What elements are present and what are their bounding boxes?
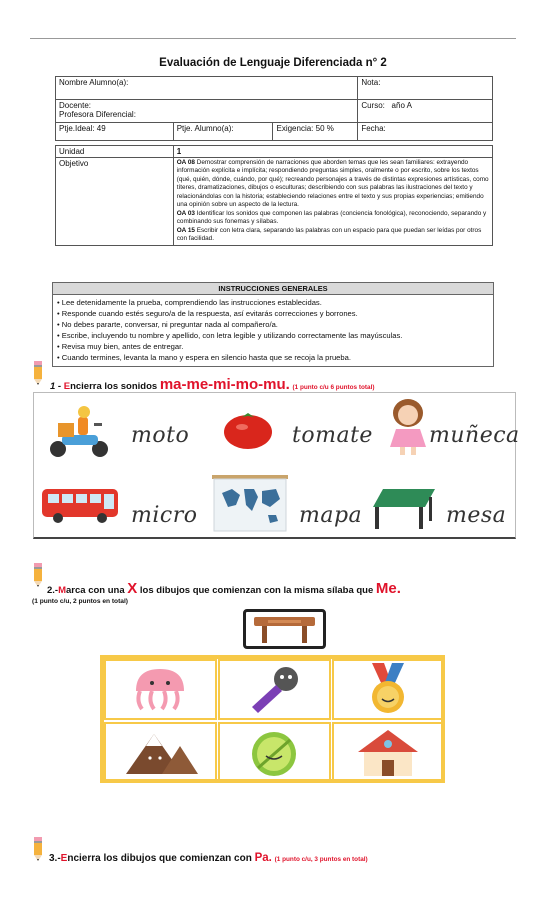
instructions-header: INSTRUCCIONES GENERALES	[53, 283, 493, 295]
q1-text: ncierra los sonidos	[70, 381, 160, 392]
unit-value: 1	[173, 146, 492, 158]
top-rule	[30, 38, 516, 39]
ideal-score-cell: Ptje.Ideal: 49	[56, 123, 174, 141]
word-mesa[interactable]: mesa	[446, 503, 507, 528]
pencil-icon	[31, 360, 45, 386]
q1-number: 1 -	[50, 381, 64, 392]
tomato-picture[interactable]	[220, 407, 276, 451]
course-value: año A	[391, 101, 413, 110]
mountain-picture	[106, 724, 215, 781]
medal-picture	[334, 661, 443, 718]
microphone-picture	[220, 661, 329, 718]
q3-points: (1 punto c/u, 3 puntos en total)	[274, 856, 368, 863]
oa03-code: OA 03	[176, 209, 195, 217]
question-2	[47, 580, 401, 597]
instruction-item: • No debes pararte, conversar, ni preguntar nada al compañero/a.	[57, 319, 489, 330]
instructions-list	[53, 295, 493, 366]
melon-picture	[220, 724, 329, 781]
course-label: Curso:	[361, 101, 385, 110]
word-micro[interactable]: micro	[131, 503, 198, 528]
grade-cell[interactable]: Nota:	[358, 77, 493, 100]
jellyfish-picture	[106, 661, 215, 718]
oa08-code: OA 08	[176, 159, 195, 166]
page-title: Evaluación de Lenguaje Diferenciada n° 2	[159, 57, 387, 69]
instruction-item: • Lee detenidamente la prueba, comprendiendo las instrucciones establecidas.	[57, 297, 489, 308]
instructions-box	[52, 282, 494, 367]
student-score-cell[interactable]: Ptje. Alumno(a):	[173, 123, 273, 141]
word-tomate[interactable]: tomate	[292, 423, 373, 448]
motorcycle-picture[interactable]	[44, 403, 114, 459]
q2-points: (1 punto c/u, 2 puntos en total)	[32, 598, 128, 605]
q2-text-post: los dibujos que comienzan con la misma sílaba que	[137, 585, 376, 596]
special-teacher-label: Profesora Diferencial:	[59, 110, 136, 119]
grid-cell-jellyfish[interactable]	[104, 659, 217, 720]
house-picture	[334, 724, 443, 781]
instruction-item: • Responde cuando estés seguro/a de la respuesta, así evitarás correcciones y borrones.	[57, 308, 489, 319]
grid-cell-melon[interactable]	[218, 722, 331, 783]
pencil-icon	[31, 562, 45, 588]
q2-number: 2.-	[47, 585, 59, 596]
q3-number: 3.-	[49, 853, 61, 864]
q2-mark-x: X	[127, 580, 138, 597]
oa03-text: Identificar los sonidos que componen las palabras (conciencia fonológica), reconociendo, separando y combinando sus fonemas y sílabas.	[176, 209, 487, 226]
q3-first-letter: E	[60, 853, 68, 864]
table-picture[interactable]	[369, 485, 439, 533]
date-cell[interactable]: Fecha:	[358, 123, 493, 141]
bus-picture[interactable]	[40, 485, 120, 525]
question-1	[50, 376, 375, 393]
course-cell[interactable]	[358, 100, 493, 123]
q3-syllable: Pa.	[254, 852, 272, 864]
word-muneca[interactable]: muñeca	[429, 423, 520, 448]
oa08-text: Demostrar comprensión de narraciones que aborden temas que les sean familiares: extrayendo información explícita e implícita; respondiendo preguntas simples, oralmente o por escrito, sobre los textos (qué, quién, dónde, cuándo, por qué); recreando personajes a través de distintas expresiones artísticas, como títeres, dramatizaciones, dibujos o esculturas; describiendo con sus palabras las ilustraciones del texto y relacionándolas con la historia; estableciendo relaciones entre el texto y sus propias experiencias; emitiendo una opinión sobre un aspecto de la lectura.	[176, 159, 489, 209]
instruction-item: • Revisa muy bien, antes de entregar.	[57, 341, 489, 352]
unit-label: Unidad	[56, 146, 174, 158]
q2-syllable: Me.	[375, 580, 401, 597]
oa15-text: Escribir con letra clara, separando las palabras con un espacio para que puedan ser leídas por otros con facilidad.	[176, 226, 482, 243]
student-name-cell[interactable]: Nombre Alumno(a):	[56, 77, 358, 100]
word-moto[interactable]: moto	[131, 423, 190, 448]
q1-syllables: ma-me-mi-mo-mu.	[159, 376, 290, 393]
pencil-icon	[31, 836, 45, 862]
requirement-cell: Exigencia: 50 %	[273, 123, 358, 141]
doll-picture[interactable]	[386, 397, 430, 457]
oa15-code: OA 15	[176, 226, 195, 234]
instruction-item: • Cuando termines, levanta la mano y espera en silencio hasta que se recoja la prueba.	[57, 352, 489, 363]
q2-text-pre: arca con una	[66, 585, 128, 596]
question-1-box	[33, 392, 520, 539]
reference-table-frame	[243, 609, 326, 649]
grid-cell-medal[interactable]	[332, 659, 445, 720]
teacher-cell[interactable]	[56, 100, 358, 123]
student-info-table	[55, 76, 493, 246]
grid-cell-house[interactable]	[332, 722, 445, 783]
instruction-item: • Escribe, incluyendo tu nombre y apellido, con letra legible y utilizando correctamente las mayúsculas.	[57, 330, 489, 341]
teacher-label: Docente:	[59, 101, 92, 110]
question-2-grid	[100, 655, 445, 783]
grid-cell-microphone[interactable]	[218, 659, 331, 720]
question-3	[49, 852, 368, 864]
bench-table-picture	[246, 612, 323, 646]
map-picture[interactable]	[210, 473, 290, 535]
q1-first-letter: E	[63, 381, 71, 392]
objective-text	[173, 158, 492, 246]
grid-cell-mountain[interactable]	[104, 722, 217, 783]
q2-first-letter: M	[58, 585, 67, 596]
objective-label: Objetivo	[56, 158, 174, 246]
word-mapa[interactable]: mapa	[299, 503, 363, 528]
q1-points: (1 punto c/u 6 puntos total)	[292, 384, 375, 391]
q3-text: ncierra los dibujos que comienzan con	[67, 853, 255, 864]
